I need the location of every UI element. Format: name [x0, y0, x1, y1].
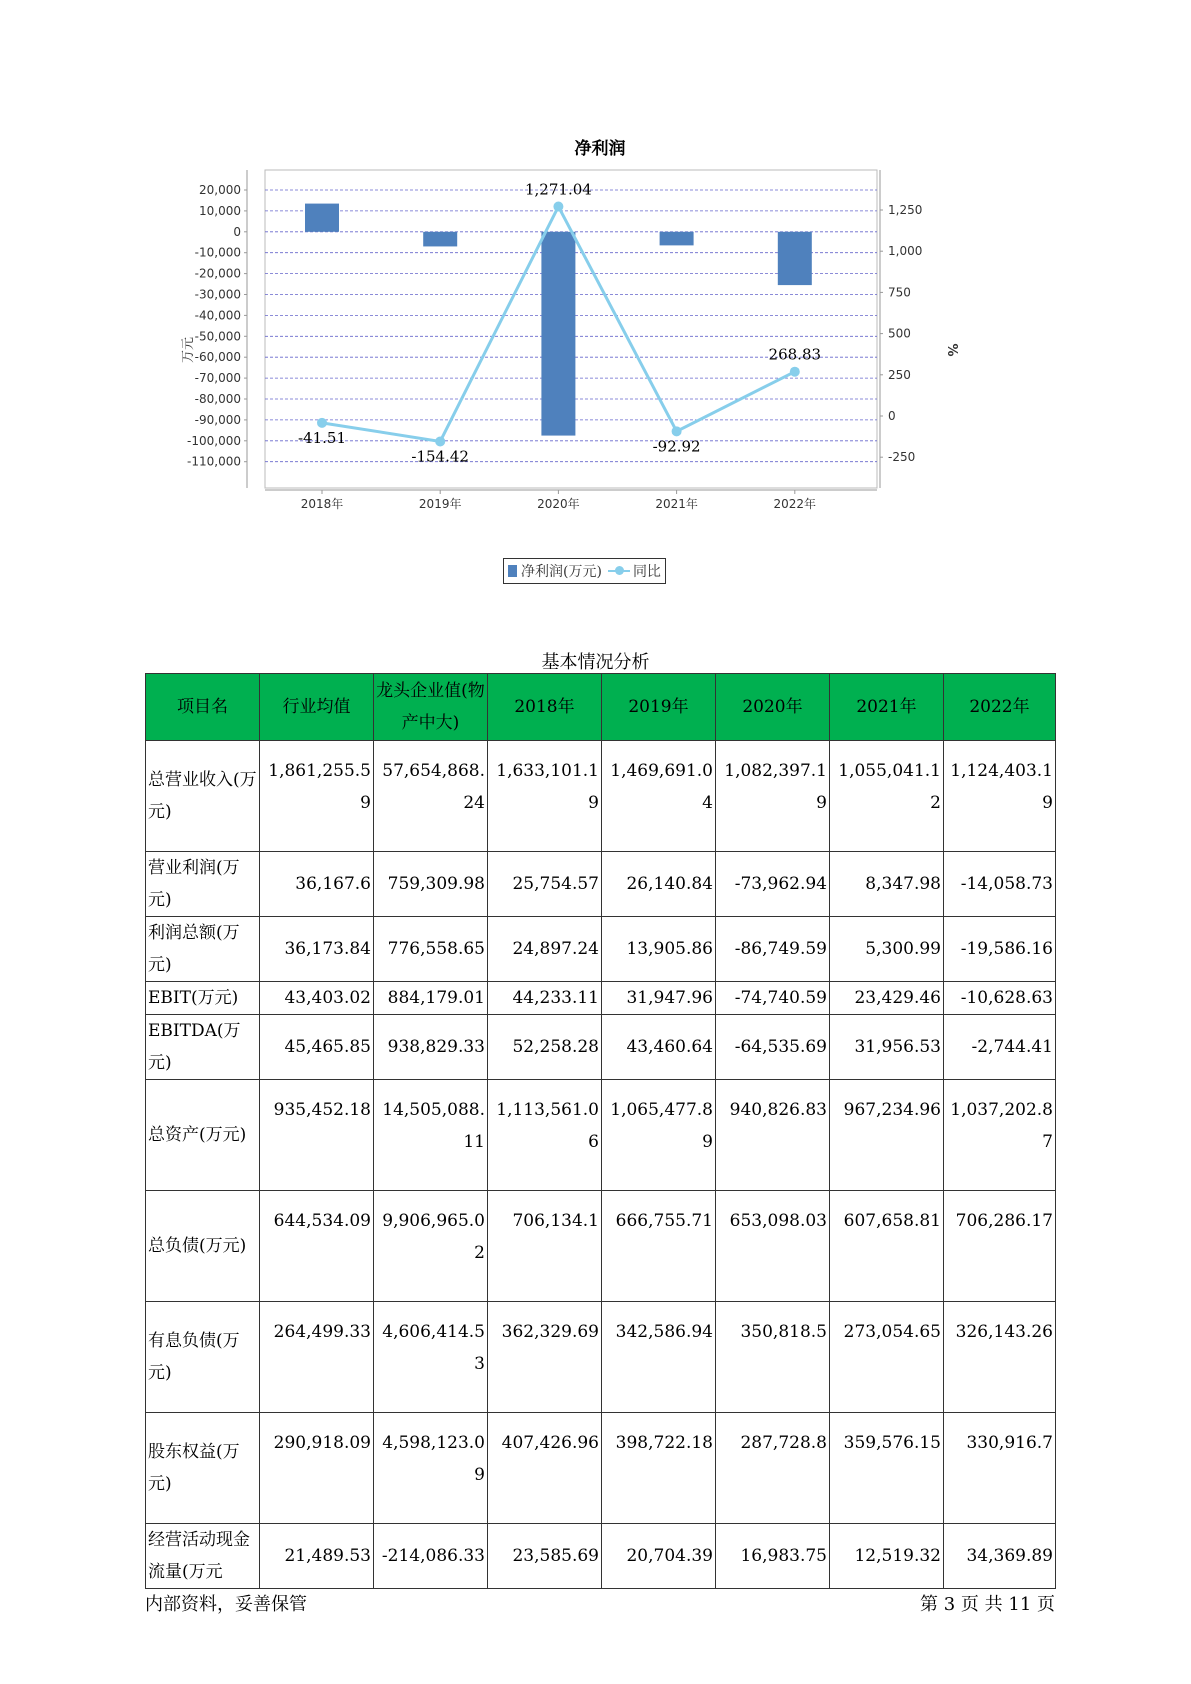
table-cell: -10,628.63 [944, 982, 1056, 1015]
left-tick-label: 20,000 [199, 183, 241, 197]
table-cell: 1,633,101.19 [488, 741, 602, 852]
table-cell: 34,369.89 [944, 1524, 1056, 1589]
table-cell: 273,054.65 [830, 1302, 944, 1413]
left-tick-label: -40,000 [194, 308, 241, 323]
row-label: 利润总额(万元) [146, 917, 260, 982]
left-tick-label: -50,000 [194, 329, 241, 344]
table-cell: 20,704.39 [602, 1524, 716, 1589]
legend-line-label: 同比 [632, 564, 661, 580]
table-row [146, 1302, 1056, 1413]
table-cell: 644,534.09 [260, 1191, 374, 1302]
table-cell: 21,489.53 [260, 1524, 374, 1589]
net-profit-chart [170, 135, 1030, 595]
legend-line-swatch [608, 570, 630, 572]
yoy-point [672, 426, 682, 436]
yoy-point [435, 436, 445, 446]
table-cell: 967,234.96 [830, 1080, 944, 1191]
table-cell: 290,918.09 [260, 1413, 374, 1524]
table-cell: 25,754.57 [488, 852, 602, 917]
table-cell: 23,585.69 [488, 1524, 602, 1589]
right-tick-label: 1,250 [888, 203, 923, 217]
table-cell: -73,962.94 [716, 852, 830, 917]
left-tick-label: -10,000 [194, 245, 241, 260]
table-title: 基本情况分析 [541, 652, 650, 673]
header-2018: 2018年 [488, 674, 602, 741]
table-cell: 607,658.81 [830, 1191, 944, 1302]
yoy-point [790, 367, 800, 377]
table-cell: 1,055,041.12 [830, 741, 944, 852]
header-item-name: 项目名 [146, 674, 260, 741]
table-cell: -2,744.41 [944, 1015, 1056, 1080]
table-cell: 4,606,414.53 [374, 1302, 488, 1413]
table-cell: 36,167.6 [260, 852, 374, 917]
chart-legend [503, 558, 666, 584]
bar-net-profit-2020年 [541, 232, 575, 436]
table-cell: 26,140.84 [602, 852, 716, 917]
left-tick-label: -80,000 [194, 392, 241, 406]
row-label: 有息负债(万元) [146, 1302, 260, 1413]
yoy-data-label: -154.42 [411, 447, 469, 466]
left-tick-label: -110,000 [187, 454, 241, 469]
table-cell: 5,300.99 [830, 917, 944, 982]
table-body [146, 741, 1056, 1589]
header-leader-value: 龙头企业值(物产中大) [374, 674, 488, 741]
table-row [146, 982, 1056, 1015]
table-cell: -14,058.73 [944, 852, 1056, 917]
left-tick-label: -20,000 [194, 266, 241, 281]
yoy-data-label: -92.92 [652, 437, 701, 456]
table-cell: -86,749.59 [716, 917, 830, 982]
x-tick-label: 2019年 [418, 497, 462, 511]
table-cell: 36,173.84 [260, 917, 374, 982]
right-tick-label: 1,000 [888, 244, 923, 259]
table-cell: 43,460.64 [602, 1015, 716, 1080]
table-cell: 1,861,255.59 [260, 741, 374, 852]
table-cell: 12,519.32 [830, 1524, 944, 1589]
header-2019: 2019年 [602, 674, 716, 741]
bar-net-profit-2019年 [423, 232, 457, 247]
table-cell: 9,906,965.02 [374, 1191, 488, 1302]
table-cell: 4,598,123.09 [374, 1413, 488, 1524]
table-cell: 1,065,477.89 [602, 1080, 716, 1191]
table-cell: 57,654,868.24 [374, 741, 488, 852]
table-cell: 13,905.86 [602, 917, 716, 982]
row-label: 总资产(万元) [146, 1080, 260, 1191]
table-row [146, 741, 1056, 852]
table-cell: 407,426.96 [488, 1413, 602, 1524]
left-tick-label: -90,000 [194, 412, 241, 427]
yoy-data-label: 268.83 [768, 345, 822, 364]
table-cell: 264,499.33 [260, 1302, 374, 1413]
table-cell: 24,897.24 [488, 917, 602, 982]
row-label: EBITDA(万元) [146, 1015, 260, 1080]
yoy-data-label: 1,271.04 [525, 180, 592, 199]
yoy-data-label: -41.51 [297, 428, 347, 447]
x-tick-label: 2020年 [537, 497, 580, 511]
table-row [146, 917, 1056, 982]
table-cell: 45,465.85 [260, 1015, 374, 1080]
footer-confidential-note: 内部资料，妥善保管 [145, 1594, 307, 1615]
table-cell: 884,179.01 [374, 982, 488, 1015]
table-cell: 666,755.71 [602, 1191, 716, 1302]
table-cell: 359,576.15 [830, 1413, 944, 1524]
right-tick-label: 500 [888, 326, 911, 341]
y2-axis-label: % [944, 343, 959, 357]
table-cell: 706,286.17 [944, 1191, 1056, 1302]
chart-canvas [170, 135, 1030, 595]
table-header-row [146, 674, 1056, 741]
table-cell: 350,818.5 [716, 1302, 830, 1413]
table-cell: 398,722.18 [602, 1413, 716, 1524]
table-cell: 1,113,561.06 [488, 1080, 602, 1191]
table-row [146, 1524, 1056, 1589]
yoy-point [317, 418, 327, 428]
table-cell: -19,586.16 [944, 917, 1056, 982]
row-label: 总负债(万元) [146, 1191, 260, 1302]
row-label: 股东权益(万元) [146, 1413, 260, 1524]
table-row [146, 1191, 1056, 1302]
table-cell: 52,258.28 [488, 1015, 602, 1080]
left-tick-label: 0 [233, 224, 241, 239]
table-cell: 16,983.75 [716, 1524, 830, 1589]
table-cell: 31,956.53 [830, 1015, 944, 1080]
basic-analysis-table [145, 673, 1056, 1589]
table-cell: 23,429.46 [830, 982, 944, 1015]
chart-title: 净利润 [574, 139, 626, 159]
table-cell: -64,535.69 [716, 1015, 830, 1080]
table-cell: 43,403.02 [260, 982, 374, 1015]
right-tick-label: -250 [888, 450, 916, 465]
y-axis-label: 万元 [181, 336, 196, 364]
table-cell: 330,916.7 [944, 1413, 1056, 1524]
table-cell: 759,309.98 [374, 852, 488, 917]
row-label: 经营活动现金流量(万元 [146, 1524, 260, 1589]
table-cell: 1,037,202.87 [944, 1080, 1056, 1191]
bar-net-profit-2022年 [778, 232, 812, 285]
table-cell: -214,086.33 [374, 1524, 488, 1589]
table-cell: 326,143.26 [944, 1302, 1056, 1413]
table-row [146, 1080, 1056, 1191]
table-cell: 938,829.33 [374, 1015, 488, 1080]
table-cell: 8,347.98 [830, 852, 944, 917]
row-label: 营业利润(万元) [146, 852, 260, 917]
footer-page-number: 第 3 页 共 11 页 [920, 1594, 1055, 1615]
table-row [146, 1015, 1056, 1080]
left-tick-label: -30,000 [194, 287, 241, 302]
row-label: 总营业收入(万元) [146, 741, 260, 852]
table-cell: 14,505,088.11 [374, 1080, 488, 1191]
row-label: EBIT(万元) [146, 982, 260, 1015]
table-row [146, 1413, 1056, 1524]
left-tick-label: -60,000 [194, 350, 241, 365]
left-tick-label: 10,000 [199, 203, 241, 218]
right-tick-label: 0 [888, 409, 896, 423]
bar-net-profit-2021年 [660, 232, 694, 246]
table-cell: 1,124,403.19 [944, 741, 1056, 852]
left-tick-label: -100,000 [187, 433, 241, 448]
right-tick-label: 250 [888, 367, 911, 382]
x-tick-label: 2021年 [655, 497, 698, 511]
header-2020: 2020年 [716, 674, 830, 741]
legend-bar-label: 净利润(万元) [521, 564, 602, 580]
table-cell: -74,740.59 [716, 982, 830, 1015]
x-tick-label: 2018年 [300, 497, 344, 511]
table-cell: 31,947.96 [602, 982, 716, 1015]
header-2021: 2021年 [830, 674, 944, 741]
table-cell: 342,586.94 [602, 1302, 716, 1413]
table-row [146, 852, 1056, 917]
table-cell: 1,082,397.19 [716, 741, 830, 852]
table-cell: 44,233.11 [488, 982, 602, 1015]
left-tick-label: -70,000 [194, 371, 241, 386]
legend-bar-swatch [508, 565, 517, 577]
right-tick-label: 750 [888, 285, 911, 300]
table-cell: 653,098.03 [716, 1191, 830, 1302]
header-industry-avg: 行业均值 [260, 674, 374, 741]
table-cell: 940,826.83 [716, 1080, 830, 1191]
yoy-point [553, 202, 563, 212]
table-cell: 776,558.65 [374, 917, 488, 982]
table-cell: 706,134.1 [488, 1191, 602, 1302]
table-cell: 362,329.69 [488, 1302, 602, 1413]
table-cell: 287,728.8 [716, 1413, 830, 1524]
table-cell: 1,469,691.04 [602, 741, 716, 852]
table-cell: 935,452.18 [260, 1080, 374, 1191]
bar-net-profit-2018年 [305, 204, 339, 232]
header-2022: 2022年 [944, 674, 1056, 741]
x-tick-label: 2022年 [773, 497, 817, 511]
